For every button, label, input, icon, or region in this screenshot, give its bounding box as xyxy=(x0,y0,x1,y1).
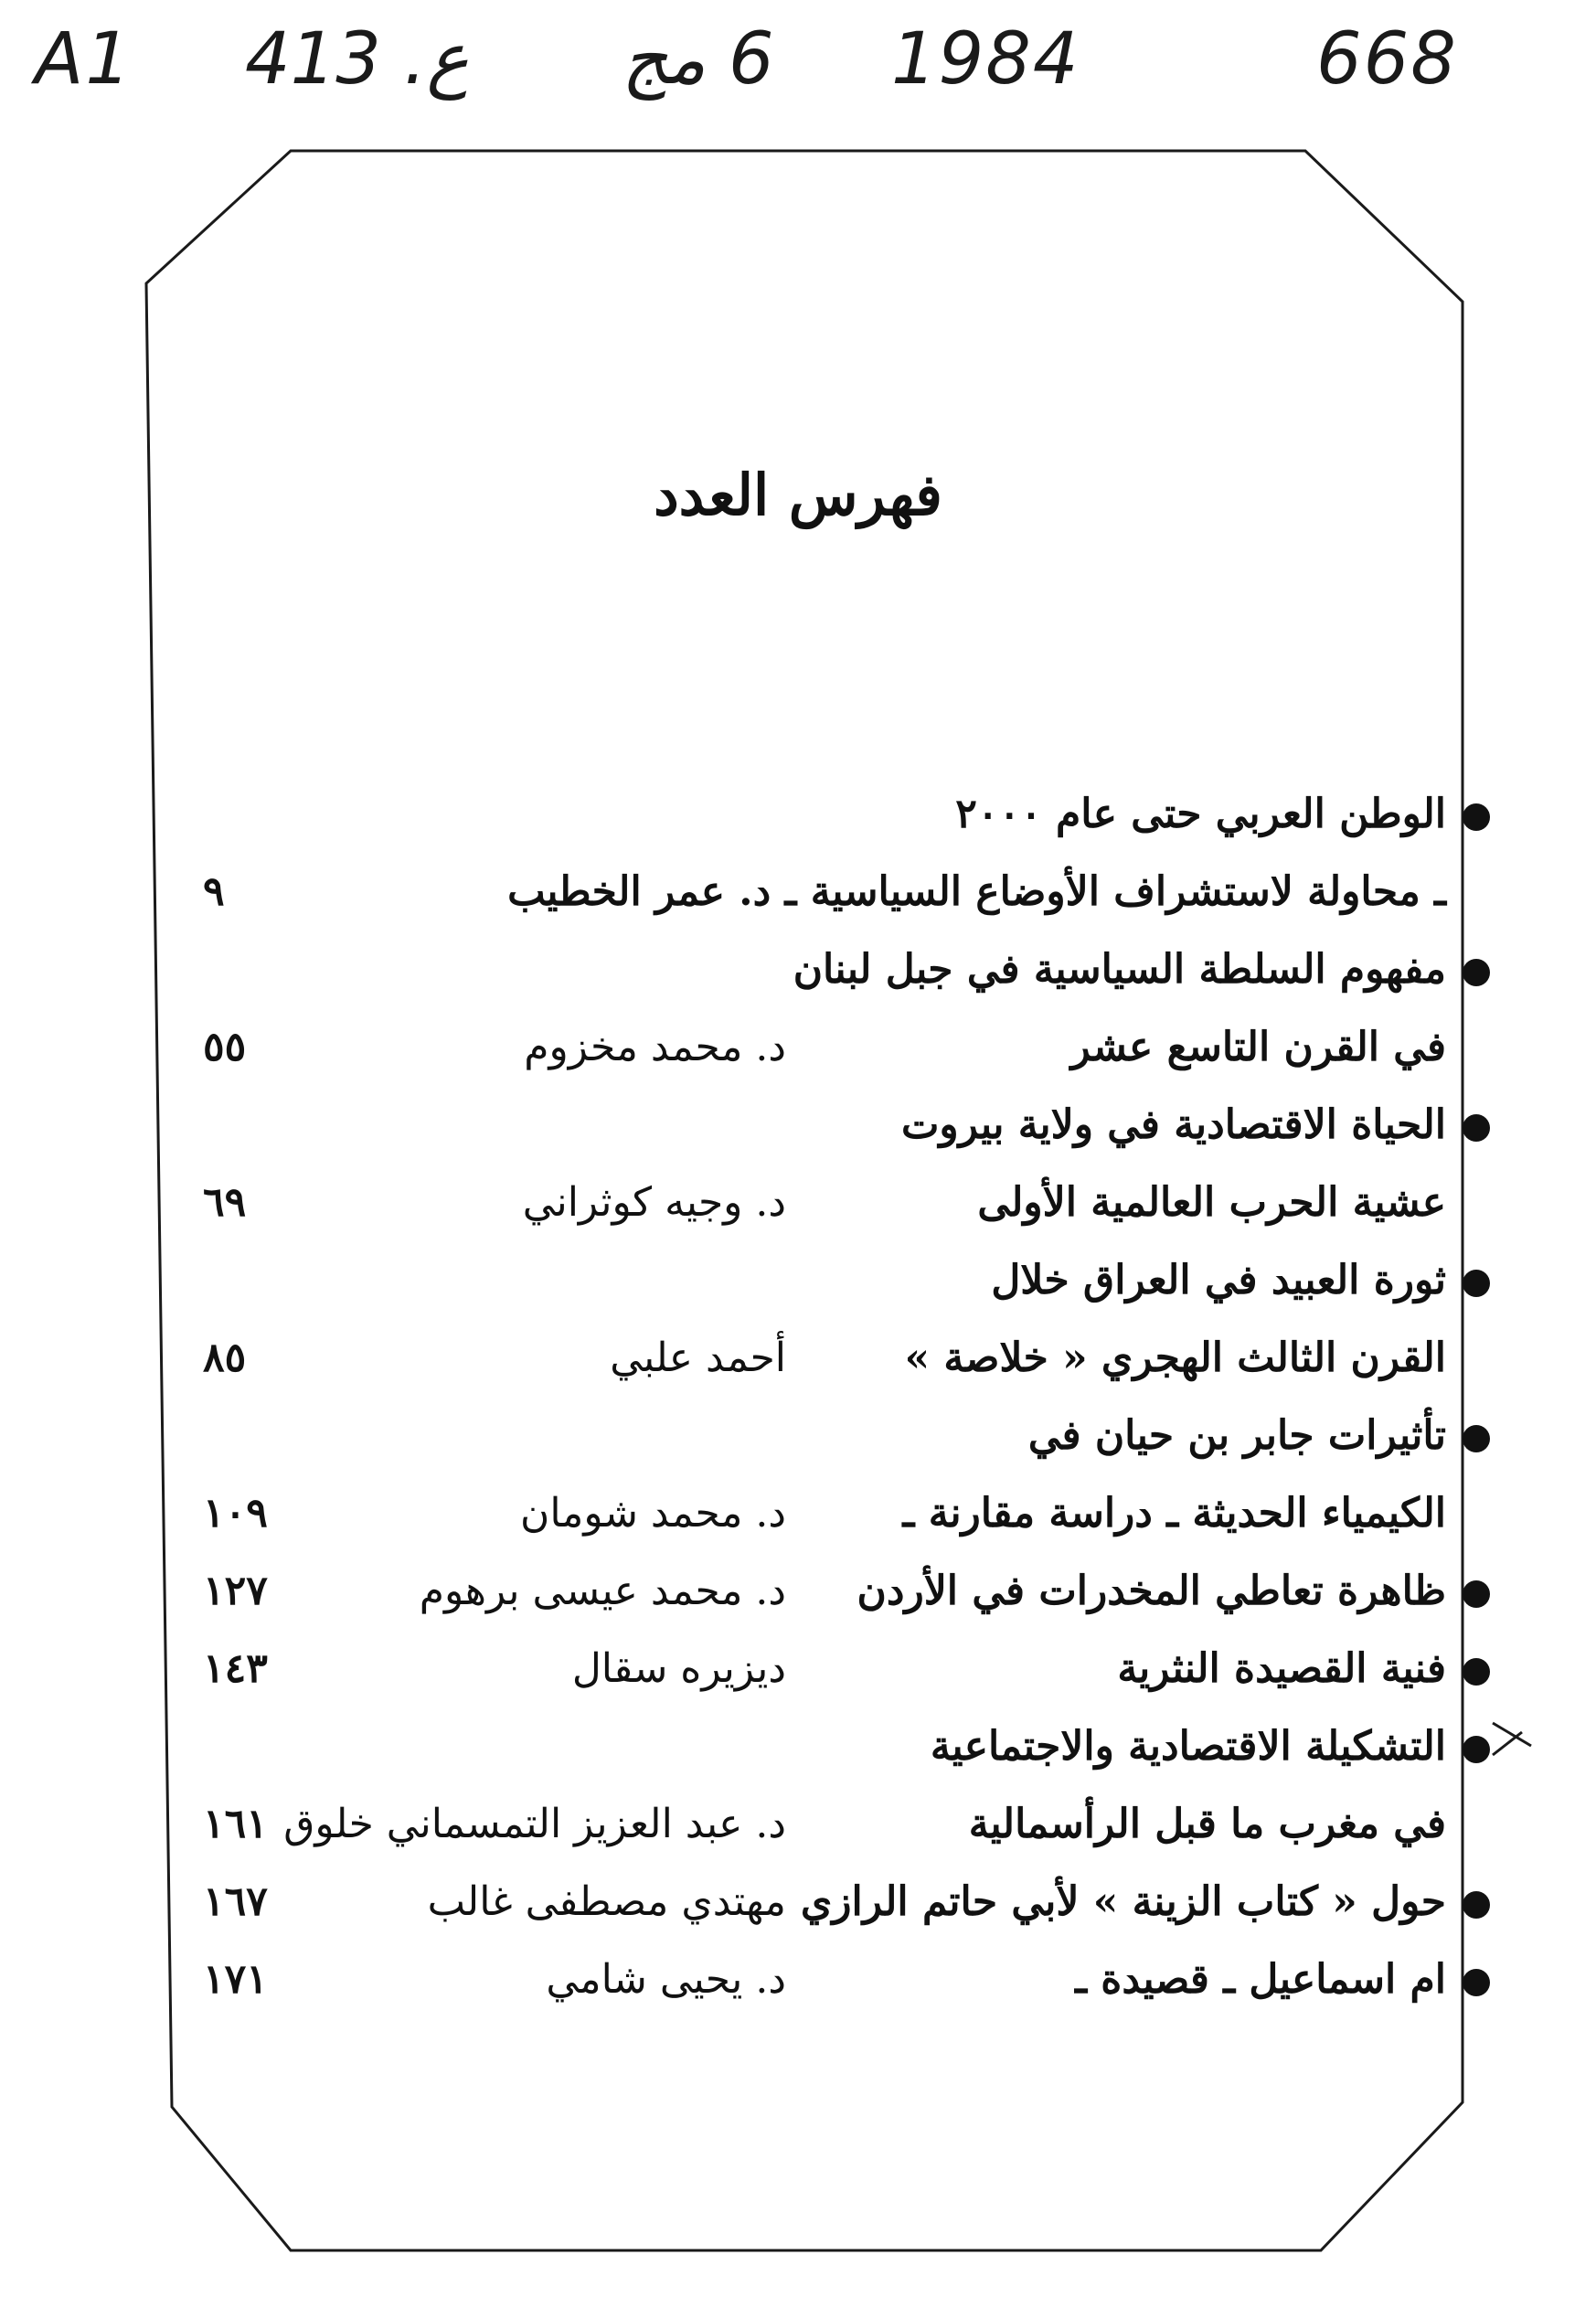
toc-line xyxy=(183,1403,1490,1481)
toc-entry-page: ١٤٣ xyxy=(203,1645,268,1692)
toc-entry-page: ١٢٧ xyxy=(203,1568,268,1614)
toc-line xyxy=(183,1092,1490,1170)
toc-line xyxy=(183,1869,1490,1947)
toc-line xyxy=(183,1481,1490,1558)
bullet-icon xyxy=(1463,1969,1490,1996)
toc-entry-author: مهتدي مصطفى غالب xyxy=(427,1878,786,1925)
toc-line xyxy=(183,1248,1490,1325)
toc-line xyxy=(183,1170,1490,1248)
bullet-icon xyxy=(1463,1270,1490,1297)
toc-line xyxy=(183,782,1490,859)
toc-entry-title xyxy=(801,1878,1490,1925)
toc-entry-page: ١٦٧ xyxy=(203,1878,268,1925)
bullet-icon xyxy=(1463,1580,1490,1608)
toc-entry-title xyxy=(931,1723,1490,1770)
toc-entry-page: ١٧١ xyxy=(203,1956,268,2003)
toc-entry-title xyxy=(905,1335,1490,1381)
toc-entry-page: ٩ xyxy=(203,868,225,915)
bullet-icon xyxy=(1463,1425,1490,1452)
toc-entry-title xyxy=(991,1257,1490,1303)
toc-entry-page: ٨٥ xyxy=(203,1335,247,1381)
toc-entry-author: د. وجيه كوثراني xyxy=(522,1179,786,1226)
toc-entry-title xyxy=(793,946,1490,993)
toc-entry-title xyxy=(901,1101,1490,1148)
toc-title-text: فنية القصيدة النثرية xyxy=(1117,1645,1446,1692)
toc-title-text: ام اسماعيل ـ قصيدة ـ xyxy=(1075,1956,1446,2003)
handwritten-issue: 6 مج xyxy=(622,18,774,101)
toc-entry-title xyxy=(1070,1024,1490,1070)
toc-line xyxy=(183,859,1490,937)
toc-entry-title xyxy=(857,1568,1490,1614)
toc-entry-title xyxy=(1117,1645,1490,1692)
toc-title-text: التشكيلة الاقتصادية والاجتماعية xyxy=(930,1723,1446,1770)
toc-line xyxy=(183,1714,1490,1792)
toc-title-text: في مغرب ما قبل الرأسمالية xyxy=(968,1801,1446,1847)
toc-entry-author: د. محمد شومان xyxy=(520,1490,786,1537)
toc-entry-title xyxy=(903,1490,1490,1537)
toc-title-text: ثورة العبيد في العراق خلال xyxy=(991,1257,1446,1303)
toc-entry-title xyxy=(1028,1412,1490,1459)
bullet-icon xyxy=(1463,1658,1490,1686)
toc-line xyxy=(183,1015,1490,1092)
toc-title-text: مفهوم السلطة السياسية في جبل لبنان xyxy=(793,946,1446,993)
table-of-contents xyxy=(183,782,1490,2025)
toc-entry-page: ٦٩ xyxy=(203,1179,247,1226)
bullet-icon xyxy=(1463,1114,1490,1142)
toc-line xyxy=(183,1947,1490,2025)
toc-entry-title xyxy=(977,1179,1490,1226)
handwritten-shelf-mark: A1 xyxy=(35,18,133,101)
toc-title-text: في القرن التاسع عشر xyxy=(1070,1024,1446,1070)
toc-entry-author: ديزيره سقال xyxy=(571,1645,786,1692)
toc-entry-author: د. عبد العزيز التمسماني خلوق xyxy=(283,1801,786,1847)
toc-title-text: الكيمياء الحديثة ـ دراسة مقارنة ـ xyxy=(902,1490,1446,1537)
toc-entry-author: د. يحيى شامي xyxy=(546,1956,786,2003)
toc-entry-title xyxy=(955,791,1490,837)
toc-entry-page: ١٠٩ xyxy=(203,1490,268,1537)
toc-title-text: تأثيرات جابر بن حيان في xyxy=(1027,1412,1446,1459)
handwritten-volume-code: 413 .ع xyxy=(245,18,470,101)
handwritten-number: 668 xyxy=(1316,18,1458,101)
page-title: فهرس العدد xyxy=(654,462,942,528)
toc-entry-page: ٥٥ xyxy=(203,1024,247,1070)
handwritten-year: 1984 xyxy=(891,18,1080,101)
toc-entry-author: د. محمد مخزوم xyxy=(524,1024,786,1070)
toc-entry-title xyxy=(969,1801,1490,1847)
toc-line xyxy=(183,1558,1490,1636)
pen-cross-mark xyxy=(1485,1714,1540,1769)
toc-entry-author: د. محمد عيسى برهوم xyxy=(419,1568,786,1614)
bullet-icon xyxy=(1463,1891,1490,1919)
toc-line xyxy=(183,1792,1490,1869)
toc-entry-page: ١٦١ xyxy=(203,1801,268,1847)
bullet-icon xyxy=(1463,803,1490,831)
toc-title-text: القرن الثالث الهجري « خلاصة » xyxy=(904,1335,1446,1381)
bullet-icon xyxy=(1463,959,1490,986)
toc-title-text: الحياة الاقتصادية في ولاية بيروت xyxy=(900,1101,1446,1148)
toc-title-text: حول « كتاب الزينة » لأبي حاتم الرازي xyxy=(800,1878,1446,1925)
toc-title-text: ظاهرة تعاطي المخدرات في الأردن xyxy=(857,1568,1446,1614)
toc-entry-title xyxy=(1075,1956,1490,2003)
toc-entry-title xyxy=(507,868,1490,915)
toc-line xyxy=(183,1325,1490,1403)
toc-title-text: ـ محاولة لاستشراف الأوضاع السياسية ـ د. عمر الخطيب xyxy=(507,868,1446,915)
toc-title-text: الوطن العربي حتى عام ٢٠٠٠ xyxy=(955,791,1446,837)
toc-line xyxy=(183,1636,1490,1714)
toc-title-text: عشية الحرب العالمية الأولى xyxy=(977,1179,1446,1226)
toc-line xyxy=(183,937,1490,1015)
toc-entry-author: أحمد علبي xyxy=(610,1335,786,1381)
